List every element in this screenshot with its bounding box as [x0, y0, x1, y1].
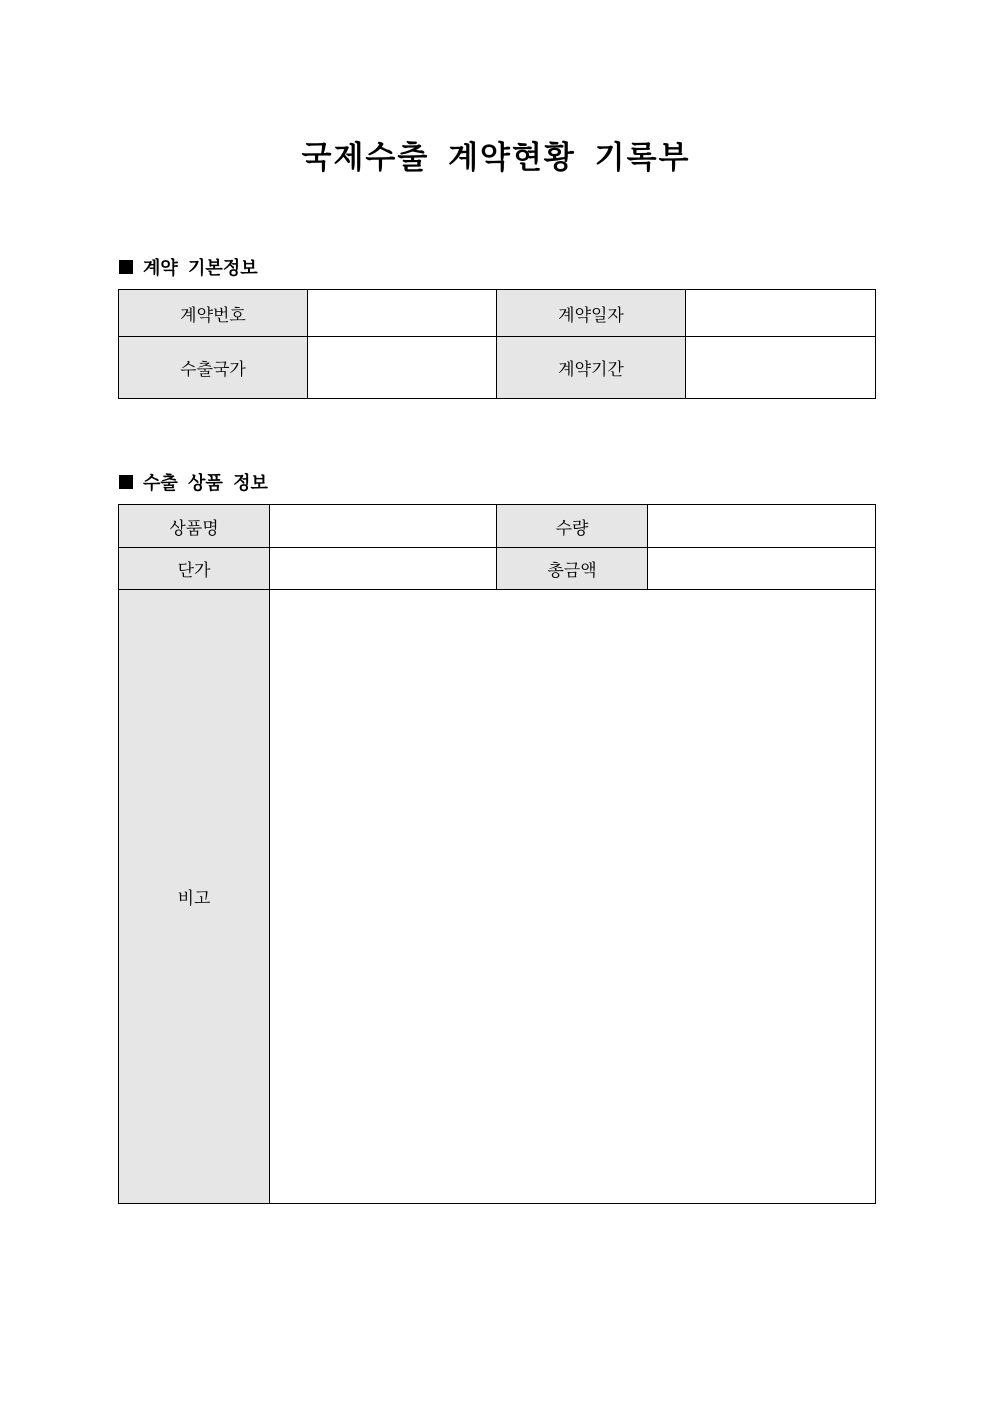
export-country-label: 수출국가	[119, 337, 308, 399]
contract-no-label: 계약번호	[119, 290, 308, 337]
product-name-field[interactable]	[270, 505, 497, 548]
section-heading-basic-text: 계약 기본정보	[143, 258, 258, 279]
quantity-label: 수량	[497, 505, 648, 548]
section-heading-product	[119, 469, 268, 495]
section-heading-basic	[119, 254, 258, 280]
remarks-field[interactable]	[270, 590, 876, 1204]
table-row	[119, 590, 876, 1204]
contract-no-field[interactable]	[308, 290, 497, 337]
unit-price-field[interactable]	[270, 548, 497, 590]
export-product-table	[118, 504, 876, 1204]
page-title: 국제수출 계약현황 기록부	[301, 140, 691, 176]
total-amount-label: 총금액	[497, 548, 648, 590]
table-row	[119, 505, 876, 548]
table-row	[119, 290, 876, 337]
table-row	[119, 548, 876, 590]
export-country-field[interactable]	[308, 337, 497, 399]
quantity-field[interactable]	[648, 505, 876, 548]
square-bullet-icon	[119, 475, 133, 489]
section-heading-product-text: 수출 상품 정보	[143, 473, 268, 494]
contract-basic-table	[118, 289, 876, 399]
product-name-label: 상품명	[119, 505, 270, 548]
table-row	[119, 337, 876, 399]
contract-period-field[interactable]	[686, 337, 876, 399]
square-bullet-icon	[119, 260, 133, 274]
contract-period-label: 계약기간	[497, 337, 686, 399]
total-amount-field[interactable]	[648, 548, 876, 590]
contract-date-label: 계약일자	[497, 290, 686, 337]
contract-date-field[interactable]	[686, 290, 876, 337]
remarks-label: 비고	[119, 590, 270, 1204]
unit-price-label: 단가	[119, 548, 270, 590]
